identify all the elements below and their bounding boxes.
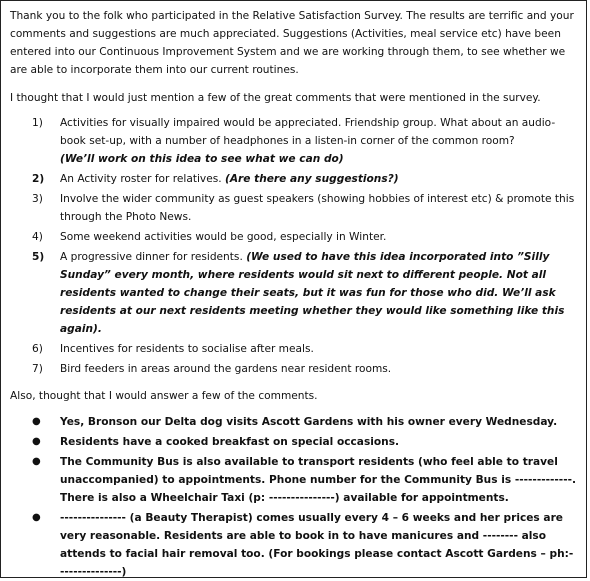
comment-number: 5) [32,251,45,263]
comment-text: An Activity roster for relatives. [60,173,222,185]
comment-item [10,360,577,378]
comment-text: Some weekend activities would be good, especially in Winter. [60,231,387,243]
comment-text-wrapper [60,170,577,188]
comment-response: (We’ll work on this idea to see what we can do) [60,153,344,165]
bullet-icon: ● [32,416,41,427]
answer-text: Residents have a cooked breakfast on special occasions. [60,436,400,448]
comment-text: Activities for visually impaired would be appreciated. Friendship group. What about an audio-book set-up, with a number of headphones in a listen-in corner of the common room? [60,117,556,147]
comment-item [10,114,577,168]
bullet-icon: ● [32,456,41,467]
comment-text: Incentives for residents to socialise after meals. [60,343,314,355]
answers-list [10,413,577,581]
comment-item [10,190,577,226]
comment-number: 6) [32,343,43,355]
comments-list [10,114,577,378]
comment-number: 7) [32,363,43,375]
bullet-icon: ● [32,436,41,447]
answer-text: The Community Bus is also available to transport residents (who feel able to travel unaccompanied) to appointments. Phone number for the Community Bus is -------------. There is also a Wheelchair Taxi (p: ---------------) available for appointments. [60,456,577,504]
comment-text: Involve the wider community as guest speakers (showing hobbies of interest etc) & promote this through the Photo News. [60,193,575,223]
comment-item [10,170,577,188]
answer-item [10,433,577,451]
answer-item [10,453,577,507]
comment-item [10,228,577,246]
comments-lead-paragraph: I thought that I would just mention a few of the great comments that were mentioned in the survey. [10,92,541,104]
comment-item [10,248,577,338]
comment-number: 2) [32,173,45,185]
comment-number: 4) [32,231,43,243]
bullet-icon: ● [32,512,41,523]
comment-text-wrapper [60,114,577,168]
answer-text: Yes, Bronson our Delta dog visits Ascott Gardens with his owner every Wednesday. [60,416,558,428]
comment-text-wrapper [60,248,577,338]
comment-text: Bird feeders in areas around the gardens near resident rooms. [60,363,392,375]
answer-item [10,509,577,581]
comment-number: 1) [32,117,43,129]
comment-item [10,340,577,358]
intro-paragraph: Thank you to the folk who participated in the Relative Satisfaction Survey. The results are terrific and your comments and suggestions are much appreciated. Suggestions (Activities, meal service etc) have been entered into our Continuous Improvement System and we are working through them, to see whether we are able to incorporate them into our current routines. [10,10,574,76]
answer-item [10,413,577,431]
comment-response: (Are there any suggestions?) [225,173,399,185]
answer-text: --------------- (a Beauty Therapist) comes usually every 4 – 6 weeks and her prices are very reasonable. Residents are able to book in to have manicures and -------- also attends to facial hair removal too. (For bookings please contact Ascott Gardens – ph:---------------) [60,512,574,578]
answers-lead-paragraph: Also, thought that I would answer a few of the comments. [10,390,318,402]
comment-text: A progressive dinner for residents. [60,251,243,263]
comment-number: 3) [32,193,43,205]
comment-response: (We used to have this idea incorporated into ”Silly Sunday” every month, where residents would sit next to different people. Not all residents wanted to change their seats, but it was fun for those who did. We’ll ask residents at our next residents meeting whether they would like something like this again). [60,251,565,335]
